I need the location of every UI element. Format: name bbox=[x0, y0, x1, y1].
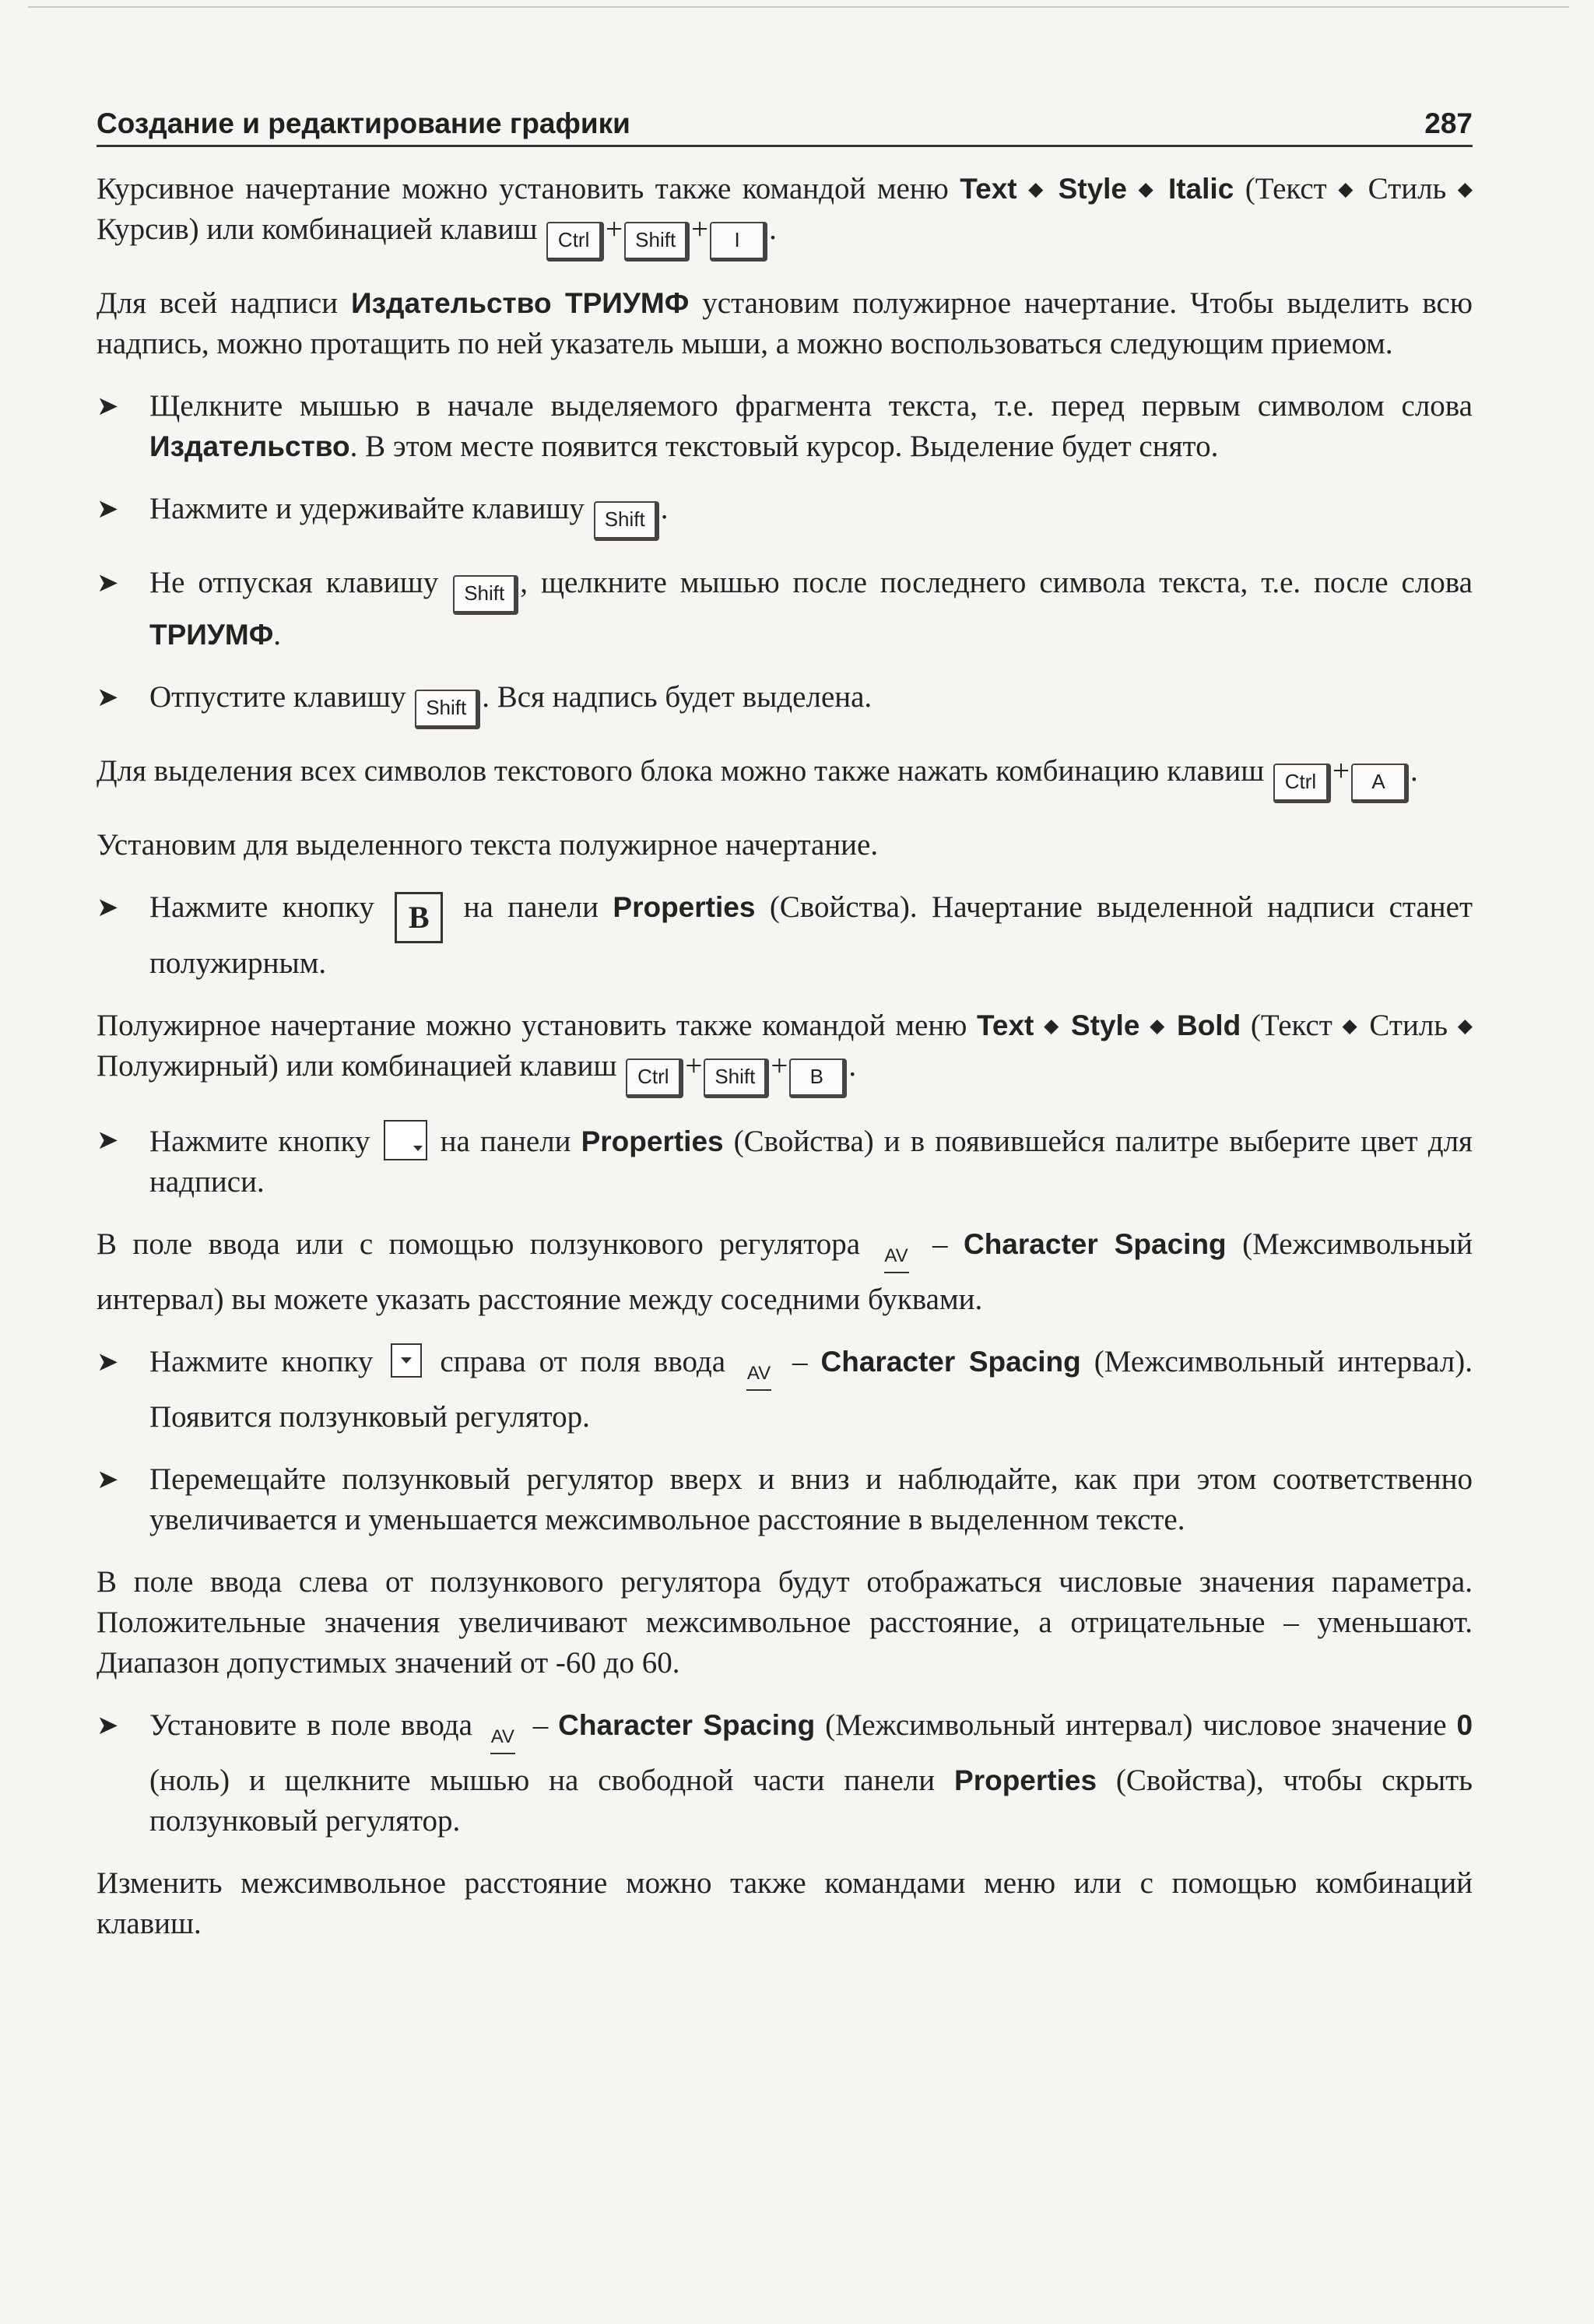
text: Не отпуская клавишу bbox=[149, 566, 452, 599]
diamond-icon: ◆ bbox=[1028, 177, 1048, 200]
text: (Межсимвольный интервал). Появится ползунковый регулятор. bbox=[149, 1345, 1473, 1434]
text: . В этом месте появится текстовый курсор. Выделение будет снято. bbox=[349, 430, 1219, 463]
text: (Текст bbox=[1241, 1009, 1343, 1042]
text: на панели bbox=[430, 1125, 581, 1158]
arrow-bullet-icon: ➤ bbox=[97, 892, 119, 923]
arrow-bullet-icon: ➤ bbox=[97, 1710, 119, 1741]
diamond-icon: ◆ bbox=[1457, 1014, 1473, 1037]
menu-text: Text bbox=[960, 173, 1017, 205]
arrow-bullet-icon: ➤ bbox=[97, 1346, 119, 1378]
paragraph-italic bbox=[97, 169, 1473, 262]
text: Для всей надписи bbox=[97, 286, 351, 320]
text: Для выделения всех символов текстового блока можно также нажать комбинацию клавиш bbox=[97, 754, 1272, 788]
text: справа от поля ввода bbox=[427, 1345, 739, 1378]
paragraph-select-all bbox=[97, 751, 1473, 803]
text: Отпустите клавишу bbox=[149, 680, 414, 714]
bold-text: Character Spacing bbox=[820, 1346, 1081, 1378]
bold-text: Издательство ТРИУМФ bbox=[350, 287, 690, 319]
text: Перемещайте ползунковый регулятор вверх и вниз и наблюдайте, как при этом соответственно увеличивается и уменьшается межсимвольное расстояние в выделенном тексте. bbox=[149, 1462, 1473, 1536]
key-shift: Shift bbox=[594, 501, 659, 541]
dot: . bbox=[660, 492, 669, 525]
paragraph-value-range bbox=[97, 1562, 1473, 1683]
step-move-slider bbox=[97, 1459, 1473, 1540]
diamond-icon: ◆ bbox=[1138, 177, 1157, 200]
text: Полужирное начертание можно установить также командой меню bbox=[97, 1009, 978, 1042]
plus: + bbox=[1332, 754, 1350, 788]
bold-button-icon: B bbox=[395, 892, 443, 943]
text: В поле ввода или с помощью ползункового регулятора bbox=[97, 1227, 876, 1261]
text: установим полужирное начертание. Чтобы выделить всю надпись, можно протащить по ней указатель мыши, а можно воспользоваться следующим приемом. bbox=[97, 286, 1473, 360]
bold-text: Properties bbox=[954, 1764, 1097, 1796]
step-press-color bbox=[97, 1120, 1473, 1202]
dot: . bbox=[848, 1049, 857, 1083]
text: Установите в поле ввода bbox=[149, 1708, 483, 1742]
character-spacing-icon: AV bbox=[743, 1363, 774, 1397]
running-header bbox=[97, 107, 1473, 147]
diamond-icon: ◆ bbox=[1457, 177, 1473, 200]
menu-text: Text bbox=[977, 1009, 1034, 1041]
key-shift: Shift bbox=[704, 1058, 769, 1098]
menu-italic: Italic bbox=[1167, 173, 1234, 205]
text: – bbox=[779, 1345, 821, 1378]
text: В поле ввода слева от ползункового регулятора будут отображаться числовые значения параметра. Положительные значения увеличивают межсимвольное расстояние, а отрицательные – уменьшают. Диапазон допустимых значений от -60 до 60. bbox=[97, 1565, 1473, 1680]
key-shift: Shift bbox=[453, 575, 518, 615]
text: (Свойства) и в появившейся палитре выберите цвет для надписи. bbox=[149, 1125, 1473, 1199]
text: – bbox=[916, 1227, 964, 1261]
character-spacing-icon: AV bbox=[487, 1726, 518, 1761]
diamond-icon: ◆ bbox=[1150, 1014, 1167, 1037]
arrow-bullet-icon: ➤ bbox=[97, 682, 119, 713]
text: Курсивное начертание можно установить также командой меню bbox=[97, 172, 960, 205]
chapter-title: Создание и редактирование графики bbox=[97, 107, 630, 139]
key-i: I bbox=[710, 222, 767, 262]
text: Нажмите и удерживайте клавишу bbox=[149, 492, 592, 525]
page-number: 287 bbox=[1424, 107, 1473, 139]
text: . Вся надпись будет выделена. bbox=[482, 680, 872, 714]
diamond-icon: ◆ bbox=[1342, 1014, 1360, 1037]
plus: + bbox=[771, 1049, 788, 1083]
text: Стиль bbox=[1357, 172, 1458, 205]
text: Нажмите кнопку bbox=[149, 1345, 387, 1378]
arrow-bullet-icon: ➤ bbox=[97, 567, 119, 599]
key-shift: Shift bbox=[415, 690, 480, 729]
menu-bold: Bold bbox=[1176, 1009, 1241, 1041]
text: (Свойства). Начертание выделенной надписи станет полужирным. bbox=[149, 890, 1473, 980]
step-release-shift bbox=[97, 677, 1473, 729]
arrow-bullet-icon: ➤ bbox=[97, 1464, 119, 1495]
step-press-dropdown bbox=[97, 1342, 1473, 1438]
bold-text: ТРИУМФ bbox=[149, 619, 274, 651]
key-ctrl: Ctrl bbox=[546, 222, 604, 262]
plus: + bbox=[606, 212, 623, 246]
fill-color-icon bbox=[384, 1120, 427, 1160]
text: Стиль bbox=[1359, 1009, 1458, 1042]
text: Нажмите кнопку bbox=[149, 1125, 381, 1158]
step-set-zero bbox=[97, 1705, 1473, 1841]
key-ctrl: Ctrl bbox=[1273, 764, 1331, 803]
text: Курсив) или комбинацией клавиш bbox=[97, 212, 546, 246]
arrow-bullet-icon: ➤ bbox=[97, 391, 119, 422]
diamond-icon: ◆ bbox=[1044, 1014, 1062, 1037]
paragraph-spacing-intro bbox=[97, 1224, 1473, 1320]
text: Щелкните мышью в начале выделяемого фрагмента текста, т.е. перед первым символом слова bbox=[149, 389, 1473, 423]
text: на панели bbox=[449, 890, 613, 924]
dropdown-arrow-icon bbox=[391, 1343, 422, 1378]
text: Установим для выделенного текста полужирное начертание. bbox=[97, 828, 879, 862]
top-rule bbox=[28, 6, 1569, 8]
key-a: A bbox=[1351, 764, 1409, 803]
paragraph-closing bbox=[97, 1863, 1473, 1944]
arrow-bullet-icon: ➤ bbox=[97, 1125, 119, 1156]
text: (Межсимвольный интервал) числовое значение bbox=[815, 1708, 1457, 1742]
page bbox=[97, 107, 1473, 1966]
page-content bbox=[97, 169, 1473, 1944]
plus: + bbox=[691, 212, 709, 246]
dot: . bbox=[273, 618, 282, 651]
text: (Межсимвольный интервал) вы можете указать расстояние между соседними буквами. bbox=[97, 1227, 1473, 1316]
paragraph-bold-menu bbox=[97, 1006, 1473, 1098]
text: (Свойства), чтобы скрыть ползунковый регулятор. bbox=[149, 1764, 1473, 1838]
step-hold-shift bbox=[97, 489, 1473, 541]
text: Изменить межсимвольное расстояние можно также командами меню или с помощью комбинаций клавиш. bbox=[97, 1866, 1473, 1940]
step-press-bold bbox=[97, 887, 1473, 984]
dot: . bbox=[769, 212, 777, 246]
step-click-start bbox=[97, 386, 1473, 467]
text: – bbox=[522, 1708, 559, 1742]
bold-text: Character Spacing bbox=[963, 1228, 1227, 1260]
text: Полужирный) или комбинацией клавиш bbox=[97, 1049, 625, 1083]
text: (Текст bbox=[1234, 172, 1339, 205]
menu-style: Style bbox=[1058, 173, 1128, 205]
bold-zero: 0 bbox=[1456, 1709, 1473, 1741]
bold-text: Character Spacing bbox=[558, 1709, 816, 1741]
plus: + bbox=[685, 1049, 703, 1083]
arrow-bullet-icon: ➤ bbox=[97, 493, 119, 525]
key-shift: Shift bbox=[624, 222, 690, 262]
key-b: B bbox=[789, 1058, 847, 1098]
paragraph-bold-intro bbox=[97, 283, 1473, 364]
dot: . bbox=[1410, 754, 1418, 788]
text: Нажмите кнопку bbox=[149, 890, 389, 924]
character-spacing-icon: AV bbox=[881, 1245, 912, 1280]
menu-style: Style bbox=[1070, 1009, 1140, 1041]
text: (ноль) и щелкните мышью на свободной части панели bbox=[149, 1764, 955, 1797]
diamond-icon: ◆ bbox=[1338, 177, 1357, 200]
step-click-end bbox=[97, 563, 1473, 655]
bold-text: Properties bbox=[613, 891, 756, 923]
bold-text: Properties bbox=[581, 1125, 724, 1157]
key-ctrl: Ctrl bbox=[626, 1058, 683, 1098]
bold-text: Издательство bbox=[149, 430, 350, 462]
text: , щелкните мышью после последнего символа текста, т.е. после слова bbox=[520, 566, 1473, 599]
paragraph-set-bold bbox=[97, 825, 1473, 865]
